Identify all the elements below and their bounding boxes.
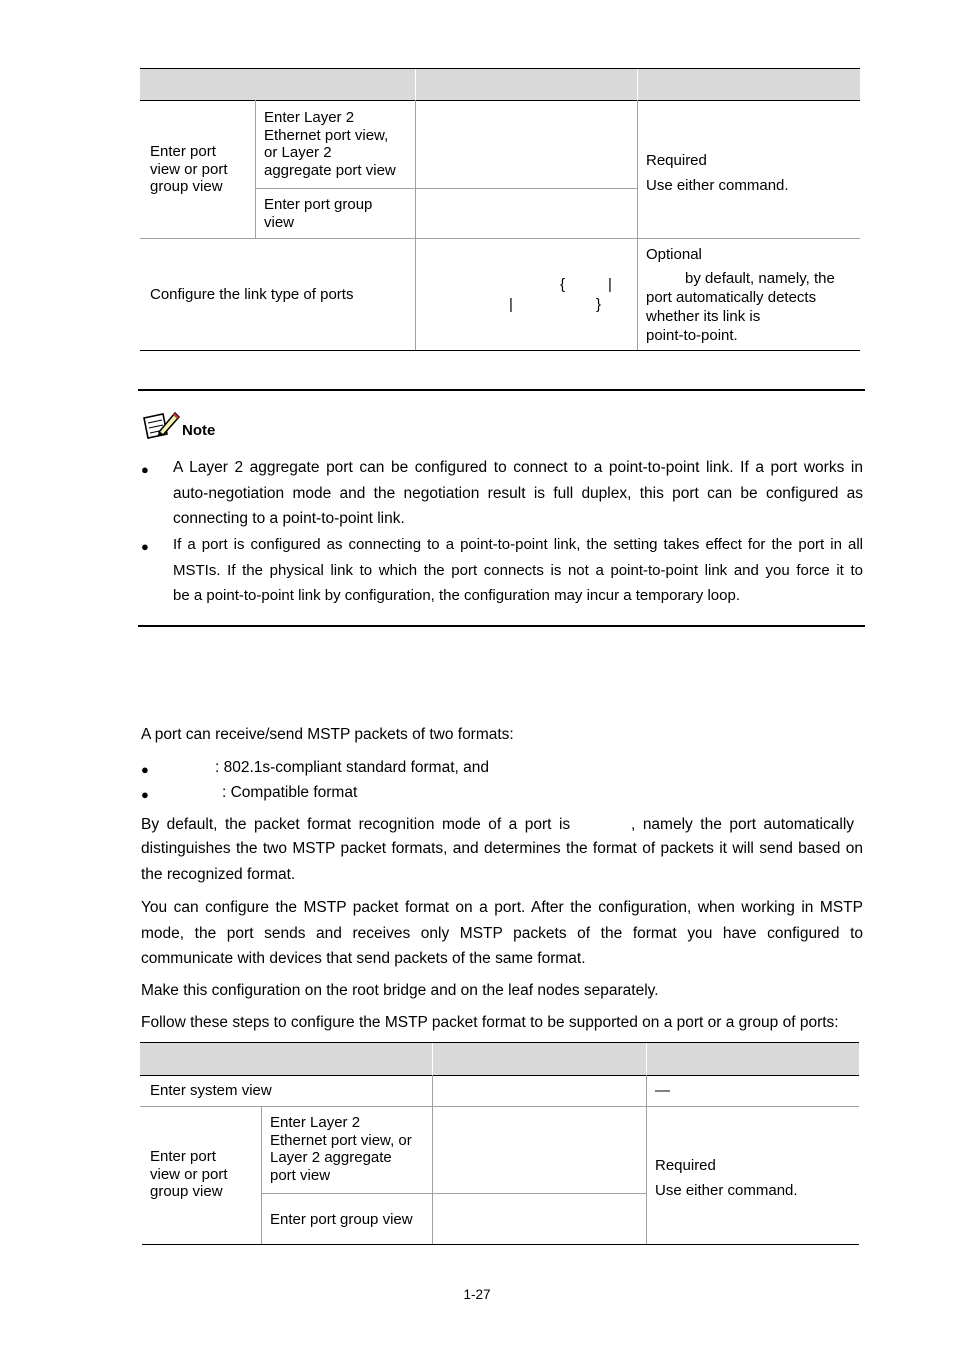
table-2-system-view-remarks: — <box>655 1082 670 1099</box>
table-1-row-label: Enter port view or port group view <box>150 143 228 195</box>
table-2-header <box>140 1042 859 1076</box>
table-1-link-type-remarks: Optional by default, namely, the port automatically detects whether its link is point-to-point. <box>646 246 835 344</box>
paragraph-configure-format: You can configure the MSTP packet format on a port. After the configuration, when working in MSTP mode, the port sends and receives only MSTP packets of the format you have configured to communicate with devices that send packets of the same format. <box>141 899 863 967</box>
table-1-sub-step-port-group: Enter port group view <box>264 196 373 231</box>
table-2-sub-step-port-view: Enter Layer 2 Ethernet port view, or Layer 2 aggregate port view <box>270 1114 412 1184</box>
table-1-sub-step-port-view: Enter Layer 2 Ethernet port view, or Layer 2 aggregate port view <box>264 109 396 179</box>
table-1-header <box>140 68 860 101</box>
intro-paragraph: A port can receive/send MSTP packets of two formats: <box>141 726 514 743</box>
note-bullet-1: A Layer 2 aggregate port can be configured to connect to a point-to-point link. If a port works in auto-negotiation mode and the negotiation result is full duplex, this port can be configured as connecting to a point-to-point link. <box>173 459 863 527</box>
command-brace-close: } <box>596 296 602 313</box>
command-pipe: | <box>608 276 612 293</box>
table-1-link-type-label: Configure the link type of ports <box>150 286 354 303</box>
note-title: Note <box>182 422 216 439</box>
command-brace-open: { <box>560 276 566 293</box>
table-2-remarks-required: Required Use either command. <box>655 1157 798 1199</box>
bullet-glyph: ● <box>141 539 149 554</box>
paragraph-follow-steps: Follow these steps to configure the MSTP packet format to be supported on a port or a group of ports: <box>141 1014 839 1031</box>
table-1-remarks-required: Required Use either command. <box>646 152 789 194</box>
note-pencil-icon <box>141 408 181 440</box>
paragraph-root-and-leaf: Make this configuration on the root bridge and on the leaf nodes separately. <box>141 982 659 999</box>
bullet-glyph: ● <box>141 762 149 777</box>
format-item-compatible: : Compatible format <box>222 784 358 801</box>
table-2-system-view-label: Enter system view <box>150 1082 272 1099</box>
format-item-standard: : 802.1s-compliant standard format, and <box>215 759 489 776</box>
table-2-row-label: Enter port view or port group view <box>150 1148 228 1200</box>
page-number: 1-27 <box>463 1287 491 1302</box>
bullet-glyph: ● <box>141 462 149 477</box>
command-pipe: | <box>509 296 513 313</box>
note-bullet-2: If a port is configured as connecting to a point-to-point link, the setting takes effect for the port in all MSTIs. If the physical link to which the port connects is not a point-to-point link and you force it to be a point-to-point link by configuration, the configuration may incur a temporary loop. <box>173 536 863 604</box>
table-2-sub-step-port-group: Enter port group view <box>270 1211 413 1228</box>
bullet-glyph: ● <box>141 787 149 802</box>
